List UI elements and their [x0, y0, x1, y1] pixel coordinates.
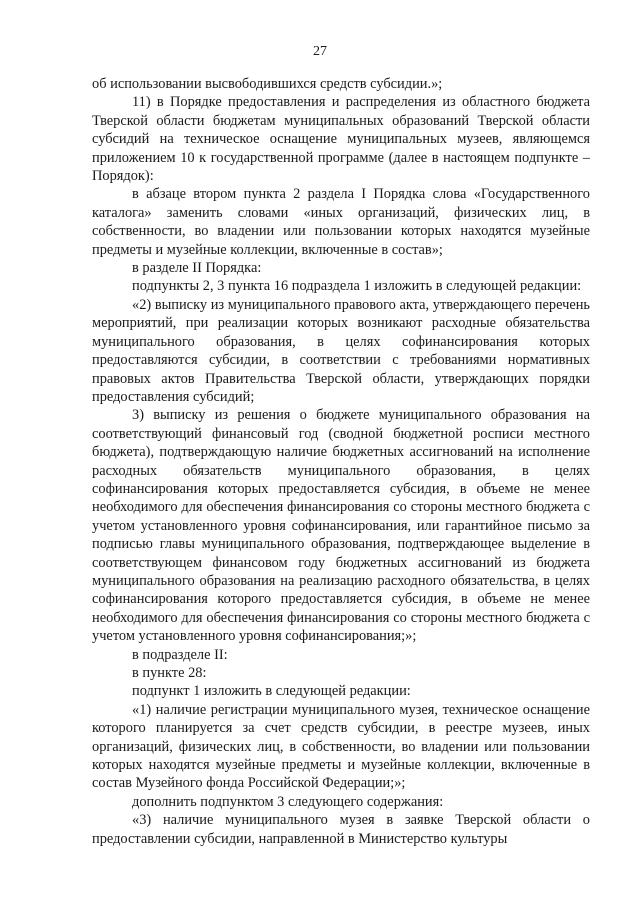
document-body: [92, 75, 590, 848]
paragraph: «1) наличие регистрации муниципального музея, техническое оснащение которого планируется за счет средств субсидии, в реестре музеев, иных организаций, физических лиц, в собственности, во владении или пользовании которых находятся музейные предметы и музейные коллекции, включенные в состав Музейного фонда Российской Федерации;»;: [92, 701, 590, 792]
paragraph: 3) выписку из решения о бюджете муниципального образования на соответствующий финансовый год (сводной бюджетной росписи местного бюджета), подтверждающую наличие бюджетных ассигнований на исполнение расходных обязательств муниципального образования, в целях софинансирования которых предоставляется субсидия, в объеме не менее необходимого для обеспечения финансирования со стороны местного бюджета с учетом установленного уровня софинансирования, или гарантийное письмо за подписью главы муниципального образования, подтверждающее выделение в соответствующем финансовом году бюджетных ассигнований из бюджета муниципального образования на реализацию расходного обязательства, в целях софинансирования которого предоставляется субсидия, в объеме не менее необходимого для обеспечения финансирования со стороны местного бюджета с учетом установленного уровня софинансирования;»;: [92, 407, 590, 645]
paragraph: в пункте 28:: [132, 665, 207, 681]
paragraph: «3) наличие муниципального музея в заявке Тверской области о предоставлении субсидии, направленной в Министерство культуры: [92, 812, 590, 847]
paragraph: в разделе II Порядка:: [132, 260, 262, 277]
paragraph: об использовании высвободившихся средств субсидии.»;: [92, 76, 443, 92]
paragraph: «2) выписку из муниципального правового акта, утверждающего перечень мероприятий, при реализации которых возникают расходные обязательства муниципального образования, в целях софинансирования которых предоставляются субсидии, в соответствии с требованиями нормативных правовых актов Правительства Тверской области, утверждающих порядки предоставления субсидий;: [92, 296, 590, 405]
paragraph: в абзаце втором пункта 2 раздела I Порядка слова «Государственного каталога» заменить словами «иных организаций, физических лиц, в собственности, во владении или пользовании которых находятся музейные предметы и музейные коллекции, включенные в состав»;: [92, 186, 590, 258]
paragraph: в подразделе II:: [132, 646, 228, 663]
paragraph: дополнить подпунктом 3 следующего содержания:: [132, 793, 444, 810]
paragraph: подпункты 2, 3 пункта 16 подраздела 1 изложить в следующей редакции:: [132, 278, 582, 295]
paragraph: 11) в Порядке предоставления и распределения из областного бюджета Тверской области бюджетам муниципальных образований Тверской области субсидий на техническое оснащение муниципальных музеев, являющемся приложением 10 к государственной программе (далее в настоящем подпункте – Порядок):: [92, 94, 590, 185]
paragraph: подпункт 1 изложить в следующей редакции:: [132, 683, 411, 700]
page-number: 27: [313, 44, 327, 59]
